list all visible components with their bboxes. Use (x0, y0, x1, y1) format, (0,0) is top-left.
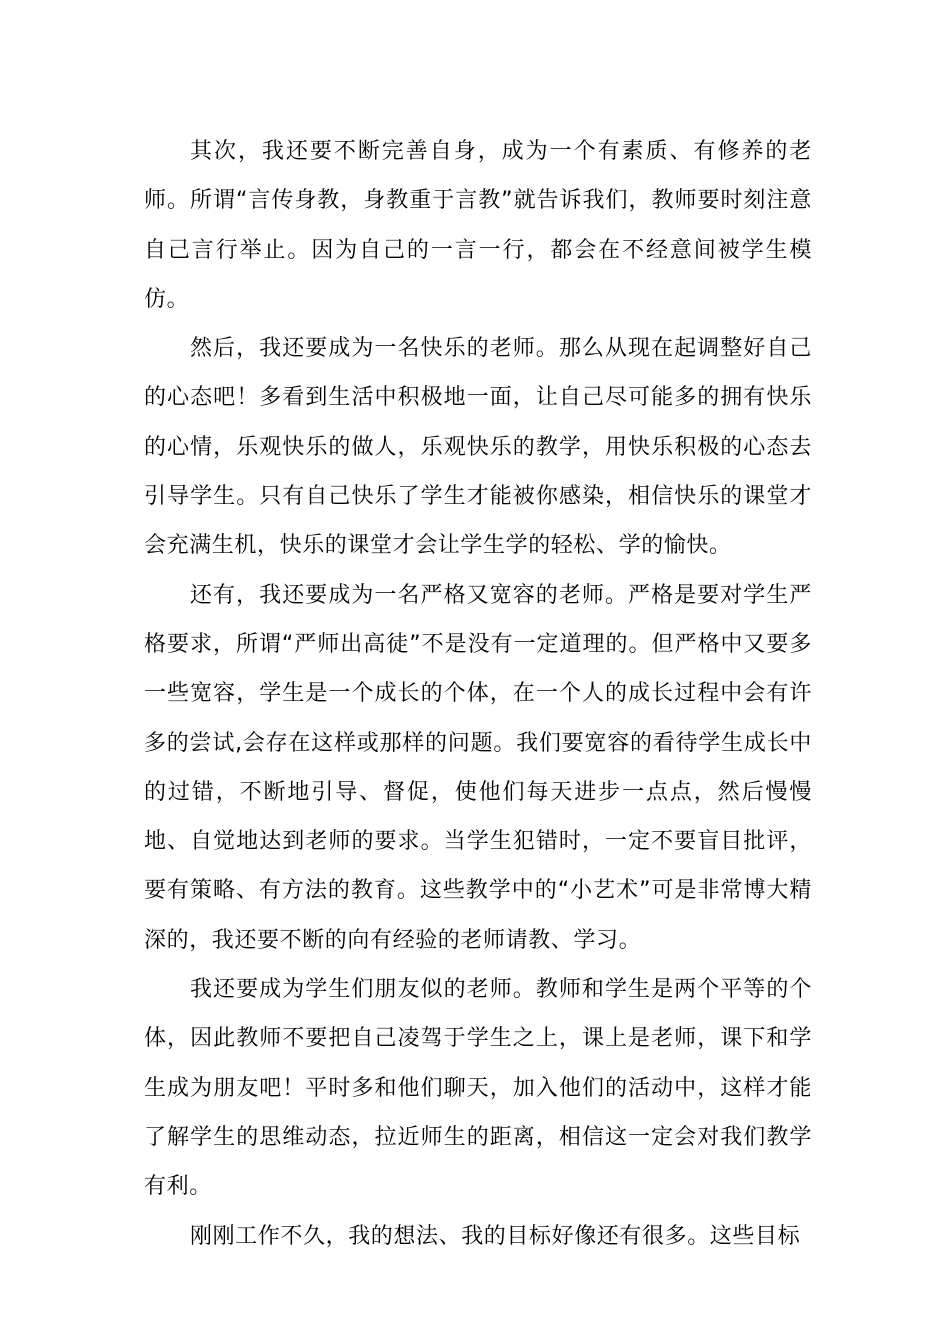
paragraph-strict-tolerant: 还有，我还要成为一名严格又宽容的老师。严格是要对学生严格要求，所谓“严师出高徒”不是没有一定道理的。但严格中又要多一些宽容，学生是一个成长的个体，在一个人的成长过程中会有许多的尝试,会存在这样或那样的问题。我们要宽容的看待学生成长中的过错，不断地引导、督促，使他们每天进步一点点，然后慢慢地、自觉地达到老师的要求。当学生犯错时，一定不要盲目批评，要有策略、有方法的教育。这些教学中的“小艺术”可是非常博大精深的，我还要不断的向有经验的老师请教、学习。 (144, 582, 812, 953)
paragraph-goals: 刚刚工作不久，我的想法、我的目标好像还有很多。这些目标 (190, 1223, 801, 1249)
paragraph-friendly-teacher: 我还要成为学生们朋友似的老师。教师和学生是两个平等的个体，因此教师不要把自己凌驾于学生之上，课上是老师，课下和学生成为朋友吧！平时多和他们聊天，加入他们的活动中，这样才能了解学生的思维动态，拉近师生的距离，相信这一定会对我们教学有利。 (144, 977, 812, 1200)
document-body (144, 127, 812, 1261)
paragraph-happy-teacher: 然后，我还要成为一名快乐的老师。那么从现在起调整好自己的心态吧！多看到生活中积极地一面，让自己尽可能多的拥有快乐的心情，乐观快乐的做人，乐观快乐的教学，用快乐积极的心态去引导学生。只有自己快乐了学生才能被你感染，相信快乐的课堂才会充满生机，快乐的课堂才会让学生学的轻松、学的愉快。 (144, 336, 812, 559)
paragraph-self-improvement: 其次，我还要不断完善自身，成为一个有素质、有修养的老师。所谓“言传身教，身教重于言教”就告诉我们，教师要时刻注意自己言行举止。因为自己的一言一行，都会在不经意间被学生模仿。 (144, 139, 812, 312)
